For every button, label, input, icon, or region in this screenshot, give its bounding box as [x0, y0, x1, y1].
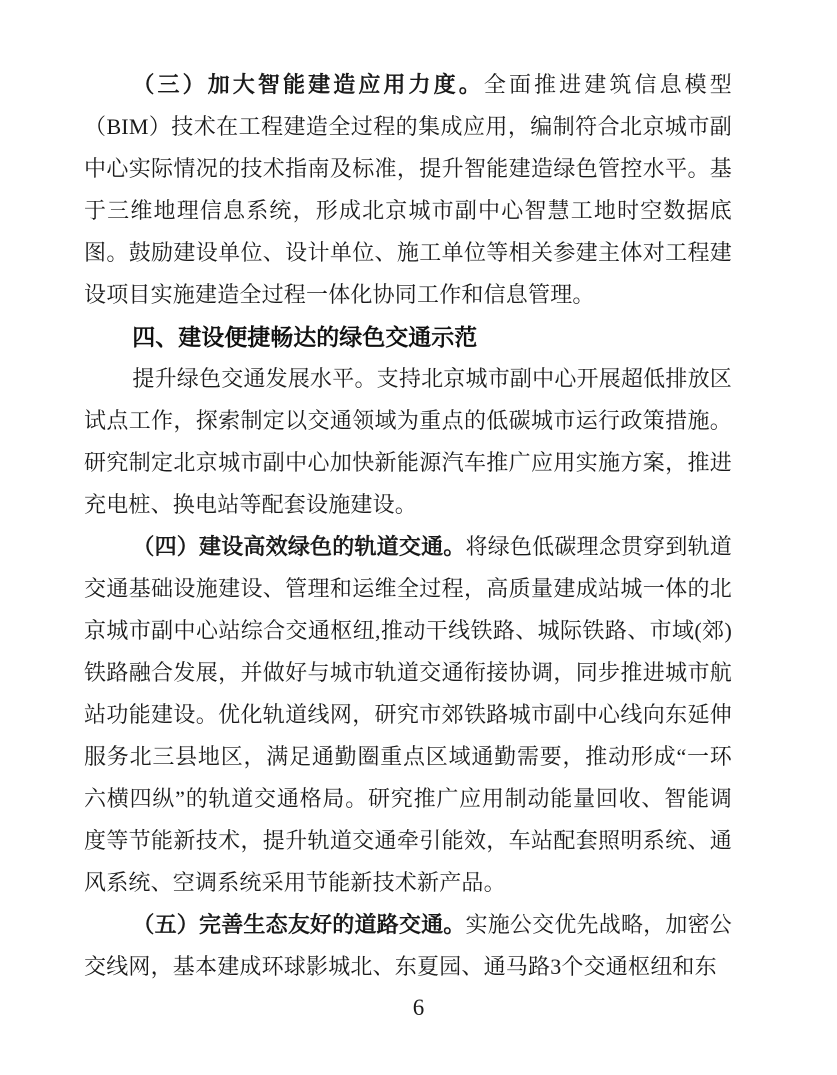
- paragraph-text-section-4: 将绿色低碳理念贯穿到轨道交通基础设施建设、管理和运维全过程，高质量建成站城一体的北京城市副中心站综合交通枢纽,推动干线铁路、城际铁路、市域(郊)铁路融合发展，并做好与城市轨道交通衔接协调，同步推进城市航站功能建设。优化轨道线网，研究市郊铁路城市副中心线向东延伸服务北三县地区，满足通勤圈重点区域通勤需要，推动形成“一环六横四纵”的轨道交通格局。研究推广应用制动能量回收、智能调度等节能新技术，提升轨道交通牵引能效，车站配套照明系统、通风系统、空调系统采用节能新技术新产品。: [84, 534, 732, 895]
- paragraph-text-section-3: 全面推进建筑信息模型（BIM）技术在工程建造全过程的集成应用，编制符合北京城市副中心实际情况的技术指南及标准，提升智能建造绿色管控水平。基于三维地理信息系统，形成北京城市副中心智慧工地时空数据底图。鼓励建设单位、设计单位、施工单位等相关参建主体对工程建设项目实施建造全过程一体化协同工作和信息管理。: [84, 72, 732, 307]
- section-heading-green-transport: 四、建设便捷畅达的绿色交通示范: [132, 324, 478, 350]
- paragraph-section-3-smart-construction: [84, 64, 732, 316]
- paragraph-green-transport-level: [84, 358, 732, 526]
- page-number: 6: [412, 995, 425, 1020]
- paragraph-section-4-rail-transit: [84, 526, 732, 904]
- paragraph-lead-section-5: （五）完善生态友好的道路交通。: [132, 912, 466, 937]
- paragraph-text-green-transport-level: 提升绿色交通发展水平。支持北京城市副中心开展超低排放区试点工作，探索制定以交通领域为重点的低碳城市运行政策措施。研究制定北京城市副中心加快新能源汽车推广应用实施方案，推进充电桩、换电站等配套设施建设。: [84, 366, 732, 517]
- paragraph-section-5-road-transport: [84, 904, 732, 988]
- paragraph-lead-section-4: （四）建设高效绿色的轨道交通。: [132, 534, 466, 559]
- paragraph-text-section-5: 实施公交优先战略，加密公交线网，基本建成环球影城北、东夏园、通马路3个交通枢纽和东: [84, 912, 732, 979]
- document-body: [84, 64, 732, 988]
- paragraph-lead-section-3: （三）加大智能建造应用力度。: [132, 72, 484, 97]
